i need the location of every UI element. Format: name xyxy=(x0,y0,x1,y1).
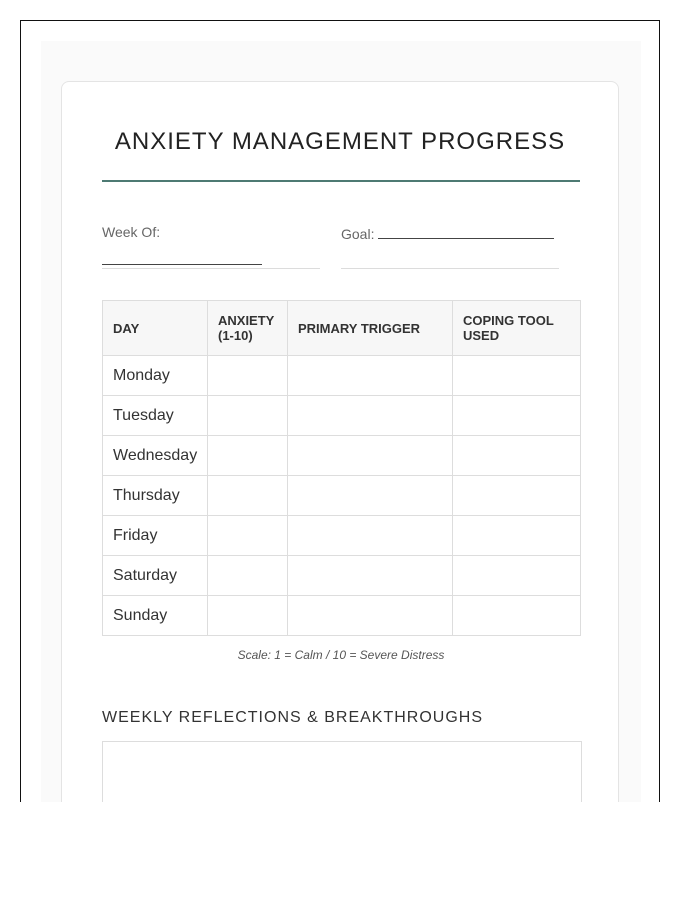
trigger-cell[interactable] xyxy=(288,516,453,556)
page-title: ANXIETY MANAGEMENT PROGRESS xyxy=(114,128,566,155)
week-of-blank-line xyxy=(102,264,262,265)
trigger-cell[interactable] xyxy=(288,596,453,636)
column-header-day: DAY xyxy=(103,301,208,356)
coping-cell[interactable] xyxy=(453,596,581,636)
coping-cell[interactable] xyxy=(453,396,581,436)
coping-cell[interactable] xyxy=(453,436,581,476)
reflections-text-area[interactable] xyxy=(102,741,582,802)
goal-field-rule xyxy=(341,268,559,269)
column-header-anxiety: ANXIETY (1-10) xyxy=(208,301,288,356)
anxiety-cell[interactable] xyxy=(208,436,288,476)
day-cell: Wednesday xyxy=(103,436,208,476)
goal-label: Goal: xyxy=(341,226,375,242)
table-row xyxy=(103,596,581,636)
table-row xyxy=(103,436,581,476)
table-row xyxy=(103,476,581,516)
table-header-row xyxy=(103,301,581,356)
week-of-field[interactable] xyxy=(102,224,320,265)
trigger-cell[interactable] xyxy=(288,396,453,436)
column-header-trigger: PRIMARY TRIGGER xyxy=(288,301,453,356)
coping-cell[interactable] xyxy=(453,516,581,556)
trigger-cell[interactable] xyxy=(288,436,453,476)
worksheet-card xyxy=(61,81,619,802)
day-cell: Sunday xyxy=(103,596,208,636)
day-cell: Thursday xyxy=(103,476,208,516)
table-row xyxy=(103,396,581,436)
goal-blank-line xyxy=(378,224,554,239)
anxiety-cell[interactable] xyxy=(208,356,288,396)
title-divider xyxy=(102,180,580,182)
day-cell: Tuesday xyxy=(103,396,208,436)
trigger-cell[interactable] xyxy=(288,556,453,596)
anxiety-cell[interactable] xyxy=(208,556,288,596)
trigger-cell[interactable] xyxy=(288,476,453,516)
table-row xyxy=(103,556,581,596)
reflections-heading: WEEKLY REFLECTIONS & BREAKTHROUGHS xyxy=(102,709,484,726)
day-cell: Saturday xyxy=(103,556,208,596)
coping-cell[interactable] xyxy=(453,356,581,396)
week-of-label: Week Of: xyxy=(102,224,161,240)
week-of-field-rule xyxy=(102,268,320,269)
anxiety-cell[interactable] xyxy=(208,596,288,636)
daily-log-table xyxy=(102,300,581,636)
coping-cell[interactable] xyxy=(453,476,581,516)
coping-cell[interactable] xyxy=(453,556,581,596)
goal-field[interactable] xyxy=(341,224,559,242)
table-row xyxy=(103,356,581,396)
day-cell: Monday xyxy=(103,356,208,396)
trigger-cell[interactable] xyxy=(288,356,453,396)
page-background xyxy=(41,41,641,802)
anxiety-cell[interactable] xyxy=(208,476,288,516)
anxiety-cell[interactable] xyxy=(208,516,288,556)
anxiety-cell[interactable] xyxy=(208,396,288,436)
table-row xyxy=(103,516,581,556)
column-header-coping: COPING TOOL USED xyxy=(453,301,581,356)
scale-note: Scale: 1 = Calm / 10 = Severe Distress xyxy=(237,648,445,662)
day-cell: Friday xyxy=(103,516,208,556)
document-frame xyxy=(20,20,660,802)
